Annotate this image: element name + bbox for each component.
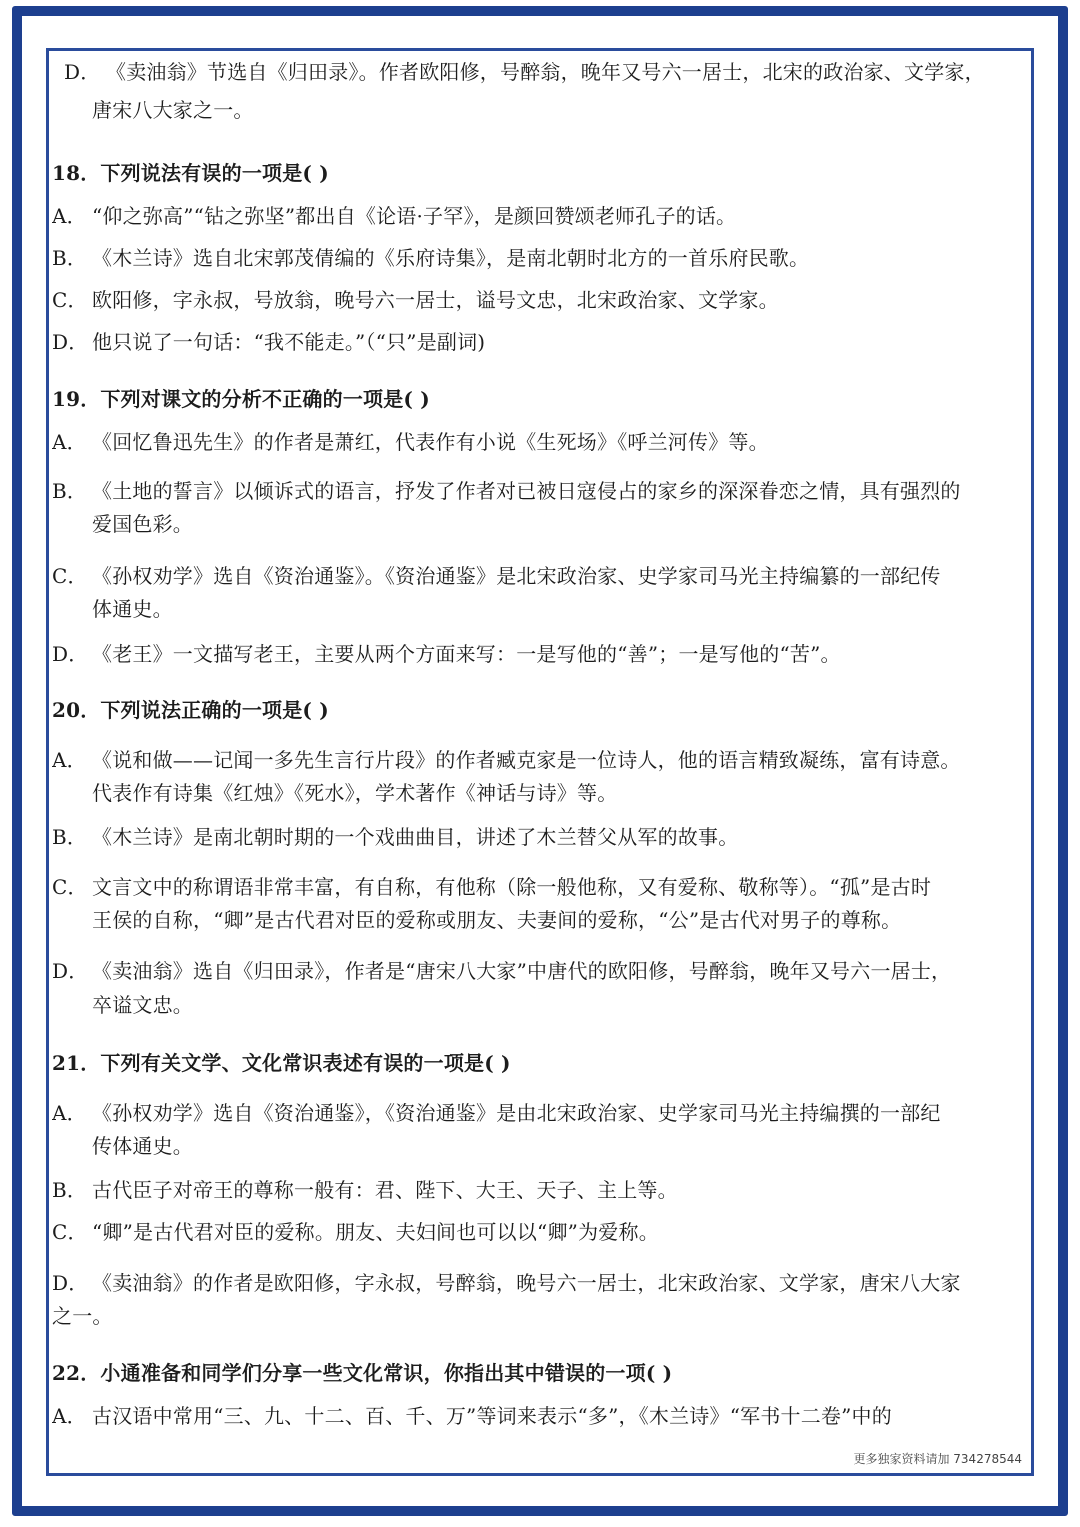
option-letter: C． [52,1220,88,1244]
option-text: 《卖油翁》选自《归田录》，作者是“唐宋八大家”中唐代的欧阳修，号醉翁，晚年又号六一居士， [92,959,952,983]
option-letter: A． [52,1404,87,1428]
continuation-line: 王侯的自称，“卿”是古代君对臣的爱称或朋友、夫妻间的爱称，“公”是古代对男子的尊称。 [92,908,902,932]
continuation-line: 卒谥文忠。 [92,993,193,1017]
option-text: 《说和做——记闻一多先生言行片段》的作者臧克家是一位诗人，他的语言精致凝练，富有诗意。 [92,748,961,772]
q20-option-b [52,823,738,851]
q21-option-b [52,1176,678,1204]
continuation-line: 之一。 [52,1304,113,1328]
q18-option-d [52,328,485,356]
option-text: 《回忆鲁迅先生》的作者是萧红，代表作有小说《生死场》《呼兰河传》等。 [92,430,769,454]
option-text: 《木兰诗》是南北朝时期的一个戏曲曲目，讲述了木兰替父从军的故事。 [92,825,739,849]
q19-option-a [52,428,769,456]
q19-option-d [52,640,841,668]
q19-option-b [52,477,961,505]
option-text: 古汉语中常用“三、九、十二、百、千、万”等词来表示“多”，《木兰诗》“军书十二卷”中的 [92,1404,892,1428]
option-d-line [52,58,985,86]
question-22-title: 22．小通准备和同学们分享一些文化常识，你指出其中错误的一项( ) [52,1361,673,1385]
option-text: 《孙权劝学》选自《资治通鉴》。《资治通鉴》是北宋政治家、史学家司马光主持编纂的一部纪传 [92,564,941,588]
footer-watermark-text: 更多独家资料请加 734278544 [853,1452,1022,1466]
option-text: 《老王》一文描写老王，主要从两个方面来写：一是写他的“善”；一是写他的“苦”。 [92,642,841,666]
q21-option-a [52,1099,941,1127]
option-text: 文言文中的称谓语非常丰富，有自称，有他称（除一般他称，又有爱称、敬称等）。“孤”是古时 [92,875,932,899]
q18-option-b [52,244,809,272]
option-letter: A． [52,430,87,454]
option-letter: A． [52,204,87,228]
continuation-line: 体通史。 [92,597,173,621]
option-text: 古代臣子对帝王的尊称一般有：君、陛下、大王、天子、主上等。 [92,1178,678,1202]
option-letter: D． [52,330,89,354]
continuation-line: 传体通史。 [92,1134,193,1158]
q20-option-a [52,746,961,774]
continuation-line: 唐宋八大家之一。 [92,98,254,122]
option-letter: B． [52,479,88,503]
option-text: 《孙权劝学》选自《资治通鉴》，《资治通鉴》是由北宋政治家、史学家司马光主持编撰的一部纪 [92,1101,941,1125]
option-letter: A． [52,748,87,772]
option-letter: D． [52,959,89,983]
question-20-title: 20．下列说法正确的一项是( ) [52,698,329,722]
option-text: 《土地的誓言》以倾诉式的语言，抒发了作者对已被日寇侵占的家乡的深深眷恋之情，具有强烈的 [92,479,961,503]
q20-option-c [52,873,931,901]
q20-option-d [52,957,951,985]
option-letter: B． [52,246,88,270]
question-18-title: 18．下列说法有误的一项是( ) [52,161,329,185]
document-content [52,56,1028,1466]
option-letter: B． [52,825,88,849]
option-text: 《木兰诗》选自北宋郭茂倩编的《乐府诗集》，是南北朝时北方的一首乐府民歌。 [92,246,810,270]
option-letter: D． [52,642,89,666]
option-letter: A． [52,1101,87,1125]
option-text: 《卖油翁》的作者是欧阳修，字永叔，号醉翁，晚号六一居士，北宋政治家、文学家，唐宋八大家 [92,1271,961,1295]
q18-option-c [52,286,779,314]
option-letter: C． [52,288,88,312]
continuation-line: 爱国色彩。 [92,512,193,536]
option-letter: B． [52,1178,88,1202]
option-text: 《卖油翁》节选自《归田录》。作者欧阳修，号醉翁，晚年又号六一居士，北宋的政治家、文学家， [106,60,985,84]
option-text: “卿”是古代君对臣的爱称。朋友、夫妇间也可以以“卿”为爱称。 [92,1220,659,1244]
option-letter: D． [52,1271,89,1295]
question-19-title: 19．下列对课文的分析不正确的一项是( ) [52,387,430,411]
option-letter: D． [64,60,101,84]
option-text: 欧阳修，字永叔，号放翁，晚号六一居士，谥号文忠，北宋政治家、文学家。 [92,288,779,312]
q21-option-c [52,1218,659,1246]
q22-option-a [52,1402,892,1430]
option-letter: C． [52,564,88,588]
q19-option-c [52,562,941,590]
q21-option-d [52,1269,961,1297]
q18-option-a [52,202,736,230]
option-letter: C． [52,875,88,899]
option-text: 他只说了一句话：“我不能走。”（“只”是副词) [92,330,486,354]
question-21-title: 21．下列有关文学、文化常识表述有误的一项是( ) [52,1051,511,1075]
option-text: “仰之弥高”“钻之弥坚”都出自《论语·子罕》，是颜回赞颂老师孔子的话。 [92,204,737,228]
continuation-line: 代表作有诗集《红烛》《死水》，学术著作《神话与诗》等。 [92,781,618,805]
